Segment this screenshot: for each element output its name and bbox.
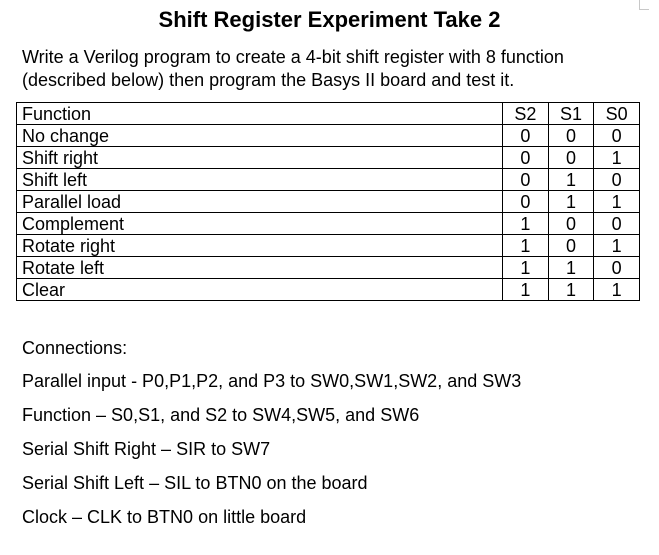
s2-cell: 1 — [503, 235, 549, 257]
s0-cell: 0 — [594, 169, 640, 191]
header-function: Function — [17, 103, 503, 125]
function-cell: No change — [17, 125, 503, 147]
s1-cell: 0 — [548, 213, 594, 235]
s1-cell: 0 — [548, 147, 594, 169]
s1-cell: 0 — [548, 125, 594, 147]
function-cell: Clear — [17, 279, 503, 301]
table-row — [17, 213, 640, 235]
connections-section — [22, 338, 652, 541]
connections-heading: Connections: — [22, 338, 128, 358]
function-table — [16, 102, 640, 301]
s1-cell: 1 — [548, 191, 594, 213]
function-cell: Shift left — [17, 169, 503, 191]
s1-cell: 0 — [548, 235, 594, 257]
header-s2: S2 — [503, 103, 549, 125]
s0-cell: 1 — [594, 147, 640, 169]
header-s0: S0 — [594, 103, 640, 125]
table-row — [17, 235, 640, 257]
s1-cell: 1 — [548, 279, 594, 301]
s2-cell: 0 — [503, 191, 549, 213]
function-cell: Rotate right — [17, 235, 503, 257]
function-cell: Shift right — [17, 147, 503, 169]
document-title: Shift Register Experiment Take 2 — [158, 7, 501, 32]
table-row — [17, 125, 640, 147]
header-s1: S1 — [548, 103, 594, 125]
table-row — [17, 147, 640, 169]
s0-cell: 0 — [594, 257, 640, 279]
s1-cell: 1 — [548, 257, 594, 279]
table-header-row — [17, 103, 640, 125]
function-cell: Complement — [17, 213, 503, 235]
connection-line-clock: Clock – CLK to BTN0 on little board — [22, 507, 307, 527]
table-row — [17, 279, 640, 301]
intro-paragraph: Write a Verilog program to create a 4-bit shift register with 8 function (described below) then program the Basys II board and test it. — [22, 47, 564, 90]
function-cell: Parallel load — [17, 191, 503, 213]
table-row — [17, 257, 640, 279]
connection-line-parallel-input: Parallel input - P0,P1,P2, and P3 to SW0,SW1,SW2, and SW3 — [22, 371, 522, 391]
s2-cell: 1 — [503, 213, 549, 235]
s2-cell: 1 — [503, 279, 549, 301]
s2-cell: 0 — [503, 125, 549, 147]
table-row — [17, 169, 640, 191]
connection-line-function: Function – S0,S1, and S2 to SW4,SW5, and SW6 — [22, 405, 420, 425]
table-row — [17, 191, 640, 213]
s2-cell: 0 — [503, 169, 549, 191]
s2-cell: 0 — [503, 147, 549, 169]
connection-line-serial-shift-right: Serial Shift Right – SIR to SW7 — [22, 439, 271, 459]
s0-cell: 0 — [594, 125, 640, 147]
function-cell: Rotate left — [17, 257, 503, 279]
s0-cell: 1 — [594, 191, 640, 213]
s0-cell: 1 — [594, 279, 640, 301]
s0-cell: 1 — [594, 235, 640, 257]
s0-cell: 0 — [594, 213, 640, 235]
connection-line-serial-shift-left: Serial Shift Left – SIL to BTN0 on the board — [22, 473, 368, 493]
s2-cell: 1 — [503, 257, 549, 279]
s1-cell: 1 — [548, 169, 594, 191]
